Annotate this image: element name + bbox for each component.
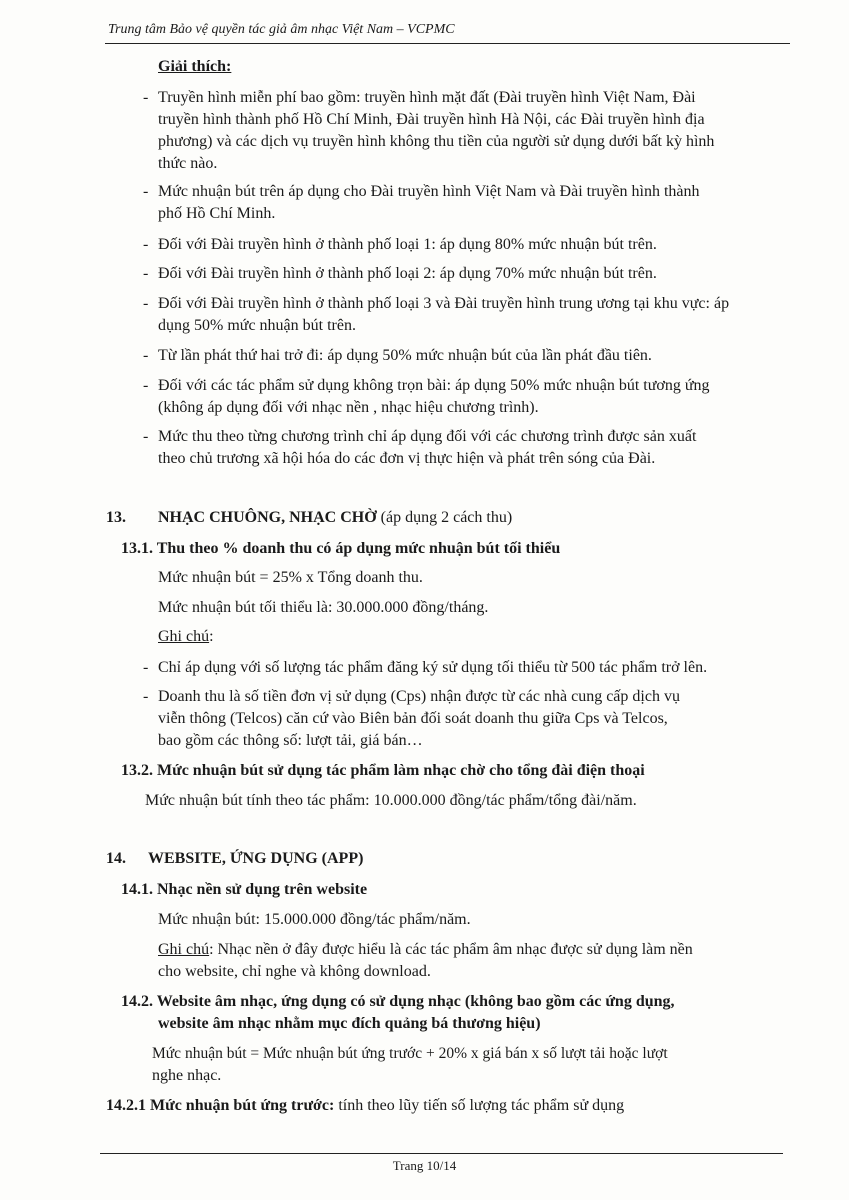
section-14-1-note	[158, 939, 693, 961]
section-13-number: 13.	[106, 509, 126, 526]
list-line: thức nào.	[158, 155, 218, 172]
list-line: bao gồm các thông số: lượt tải, giá bán…	[158, 732, 423, 749]
section-14-2-formula: Mức nhuận bút = Mức nhuận bút ứng trước + 20% x giá bán x số lượt tải hoặc lượt	[152, 1045, 668, 1062]
section-13-1-note-heading	[158, 626, 214, 648]
section-14-2-formula-cont: nghe nhạc.	[152, 1067, 222, 1084]
list-line: Mức thu theo từng chương trình chỉ áp dụng đối với các chương trình được sản xuất	[158, 428, 697, 445]
section-14-2-1-title: 14.2.1 Mức nhuận bút ứng trước:	[106, 1097, 335, 1114]
bullet-dash: -	[143, 236, 149, 253]
note-colon: :	[209, 628, 214, 645]
section-14-2-title: 14.2. Website âm nhạc, ứng dụng có sử dụng nhạc (không bao gồm các ứng dụng,	[121, 993, 675, 1010]
list-line: (không áp dụng đối với nhạc nền , nhạc hiệu chương trình).	[158, 399, 539, 416]
header-divider	[105, 43, 790, 44]
list-line: theo chủ trương xã hội hóa do các đơn vị thực hiện và phát trên sóng của Đài.	[158, 450, 656, 467]
list-line: truyền hình thành phố Hồ Chí Minh, Đài truyền hình Hà Nội, các Đài truyền hình địa	[158, 111, 705, 128]
list-line: Từ lần phát thứ hai trở đi: áp dụng 50% mức nhuận bút của lần phát đầu tiên.	[158, 347, 652, 364]
list-line: Mức nhuận bút trên áp dụng cho Đài truyền hình Việt Nam và Đài truyền hình thành	[158, 183, 700, 200]
section-14-2-title-cont: website âm nhạc nhằm mục đích quảng bá thương hiệu)	[158, 1015, 541, 1032]
section-13-heading	[158, 507, 512, 529]
list-line: phố Hồ Chí Minh.	[158, 205, 276, 222]
footer-divider	[100, 1153, 783, 1154]
list-line: Đối với các tác phẩm sử dụng không trọn bài: áp dụng 50% mức nhuận bút tương ứng	[158, 377, 710, 394]
section-13-2-text: Mức nhuận bút tính theo tác phẩm: 10.000.000 đồng/tác phẩm/tổng đài/năm.	[145, 792, 637, 809]
bullet-dash: -	[143, 688, 149, 705]
bullet-dash: -	[143, 659, 149, 676]
bullet-dash: -	[143, 347, 149, 364]
section-14-number: 14.	[106, 850, 126, 867]
note-text: : Nhạc nền ở đây được hiểu là các tác phẩm âm nhạc được sử dụng làm nền	[209, 941, 693, 958]
section-14-title: WEBSITE, ỨNG DỤNG (APP)	[148, 850, 364, 867]
section-14-2-1-text: tính theo lũy tiến số lượng tác phẩm sử dụng	[334, 1097, 625, 1114]
list-line: Truyền hình miễn phí bao gồm: truyền hình mặt đất (Đài truyền hình Việt Nam, Đài	[158, 89, 696, 106]
list-line: Chỉ áp dụng với số lượng tác phẩm đăng ký sử dụng tối thiểu từ 500 tác phẩm trở lên.	[158, 659, 708, 676]
list-line: Đối với Đài truyền hình ở thành phố loại 3 và Đài truyền hình trung ương tại khu vực: áp	[158, 295, 730, 312]
list-line: Doanh thu là số tiền đơn vị sử dụng (Cps) nhận được từ các nhà cung cấp dịch vụ	[158, 688, 680, 705]
note-label: Ghi chú	[158, 628, 210, 645]
explain-title: Giải thích:	[158, 58, 232, 75]
section-13-1-minimum: Mức nhuận bút tối thiểu là: 30.000.000 đồng/tháng.	[158, 599, 489, 616]
section-14-2-1	[106, 1095, 624, 1117]
bullet-dash: -	[143, 428, 149, 445]
list-line: viễn thông (Telcos) căn cứ vào Biên bản đối soát doanh thu giữa Cps và Telcos,	[158, 710, 668, 727]
section-14-1-note-cont: cho website, chỉ nghe và không download.	[158, 963, 431, 980]
list-line: Đối với Đài truyền hình ở thành phố loại 2: áp dụng 70% mức nhuận bút trên.	[158, 265, 657, 282]
page-number: Trang 10/14	[392, 1158, 457, 1173]
bullet-dash: -	[143, 183, 149, 200]
list-line: Đối với Đài truyền hình ở thành phố loại 1: áp dụng 80% mức nhuận bút trên.	[158, 236, 657, 253]
list-line: phương) và các dịch vụ truyền hình không thu tiền của người sử dụng dưới bất kỳ hình	[158, 133, 715, 150]
section-13-note: (áp dụng 2 cách thu)	[376, 509, 513, 526]
page-header: Trung tâm Bảo vệ quyền tác giả âm nhạc Việt Nam – VCPMC	[108, 22, 455, 37]
bullet-dash: -	[143, 377, 149, 394]
section-14-1-text: Mức nhuận bút: 15.000.000 đồng/tác phẩm/năm.	[158, 911, 471, 928]
bullet-dash: -	[143, 265, 149, 282]
section-13-title: NHẠC CHUÔNG, NHẠC CHỜ	[158, 509, 377, 526]
bullet-dash: -	[143, 89, 149, 106]
note-label: Ghi chú	[158, 941, 210, 958]
section-14-1-title: 14.1. Nhạc nền sử dụng trên website	[121, 881, 368, 898]
section-13-1-title: 13.1. Thu theo % doanh thu có áp dụng mức nhuận bút tối thiểu	[121, 540, 561, 557]
list-line: dụng 50% mức nhuận bút trên.	[158, 317, 356, 334]
section-13-2-title: 13.2. Mức nhuận bút sử dụng tác phẩm làm nhạc chờ cho tổng đài điện thoại	[121, 762, 645, 779]
bullet-dash: -	[143, 295, 149, 312]
section-13-1-formula: Mức nhuận bút = 25% x Tổng doanh thu.	[158, 569, 423, 586]
